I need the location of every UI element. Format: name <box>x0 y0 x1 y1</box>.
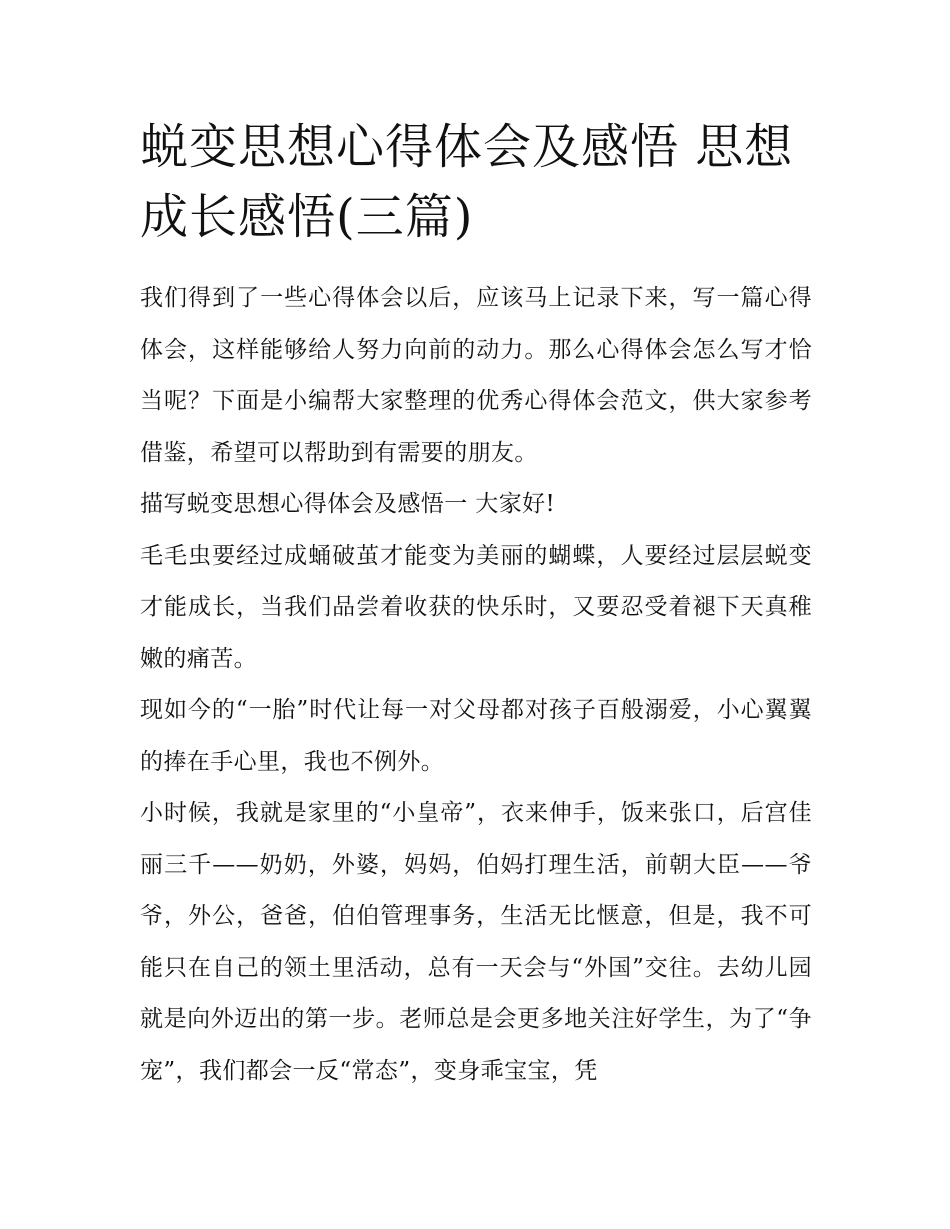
paragraph-section-heading: 描写蜕变思想心得体会及感悟一 大家好! <box>140 491 556 517</box>
document-page <box>140 0 812 1229</box>
paragraph-intro: 我们得到了一些心得体会以后，应该马上记录下来，写一篇心得体会，这样能够给人努力向前的动力。那么心得体会怎么写才恰当呢？下面是小编帮大家整理的优秀心得体会范文，供大家参考借鉴，希望可以帮助到有需要的朋友。 <box>140 285 812 466</box>
paragraph-one-child: 现如今的“一胎”时代让每一对父母都对孩子百般溺爱，小心翼翼的捧在手心里，我也不例外。 <box>140 697 812 775</box>
paragraph-childhood: 小时候，我就是家里的“小皇帝”，衣来伸手，饭来张口，后宫佳丽三千——奶奶，外婆，妈妈，伯妈打理生活，前朝大臣——爷爷，外公，爸爸，伯伯管理事务，生活无比惬意，但是，我不可能只在自己的领土里活动，总有一天会与“外国”交往。去幼儿园就是向外迈出的第一步。老师总是会更多地关注好学生，为了“争宠”，我们都会一反“常态”，变身乖宝宝，凭 <box>140 800 812 1084</box>
paragraph-butterfly: 毛毛虫要经过成蛹破茧才能变为美丽的蝴蝶，人要经过层层蜕变才能成长，当我们品尝着收获的快乐时，又要忍受着褪下天真稚嫩的痛苦。 <box>140 542 812 672</box>
document-title: 蜕变思想心得体会及感悟 思想成长感悟(三篇) <box>140 119 794 245</box>
document-body <box>140 273 812 1097</box>
